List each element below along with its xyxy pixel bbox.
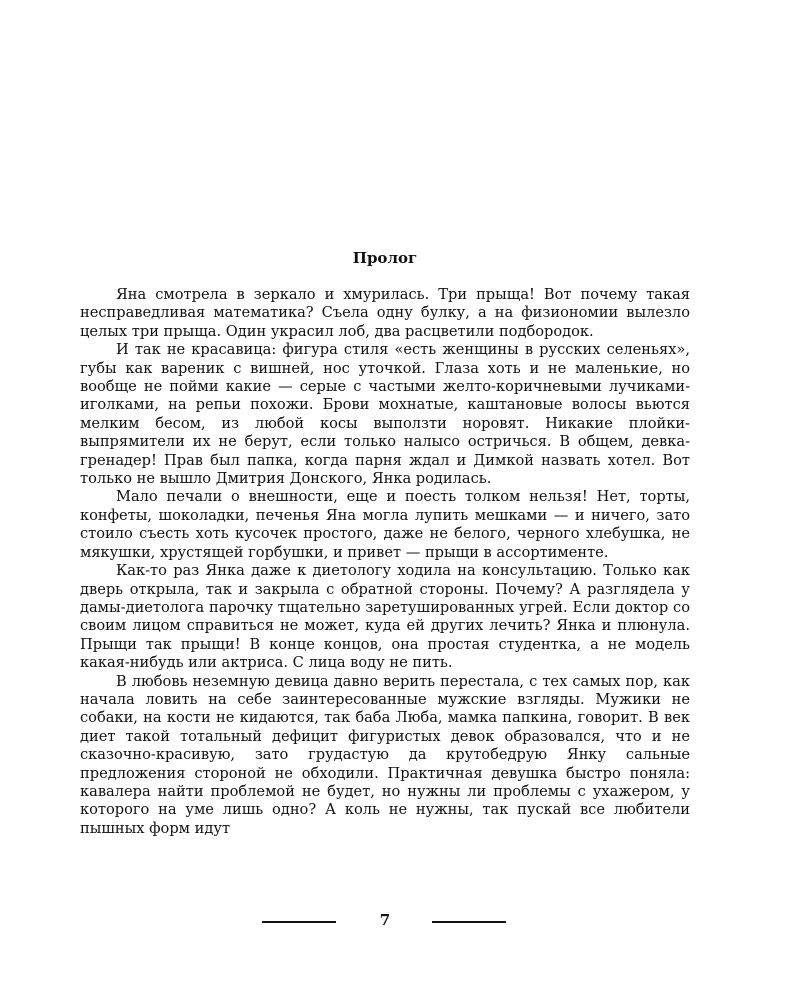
paragraph-1: Яна смотрела в зеркало и хмурилась. Три прыща! Вот почему такая несправедливая математика? Съела одну булку, а на физиономии вылезло целых три прыща. Один украсил лоб, два расцветили подбородок.	[80, 286, 690, 340]
paragraph-2: И так не красавица: фигура стиля «есть женщины в русских селеньях», губы как вареник с вишней, нос уточкой. Глаза хоть и не маленькие, но вообще не пойми какие — серые с частыми желто-коричневыми лучиками-иголками, на репьи похожи. Брови мохнатые, каштановые волосы вьются мелким бесом, из любой косы выползти норовят. Никакие плойки-выпрямители их не берут, если только налысо остричься. В общем, девка-гренадер! Прав был папка, когда парня ждал и Димкой назвать хотел. Вот только не вышло Дмитрия Донского, Янка родилась.	[80, 341, 690, 488]
paragraph-4: Как-то раз Янка даже к диетологу ходила на консультацию. Только как дверь открыла, так и закрыла с обратной стороны. Почему? А разглядела у дамы-диетолога парочку тщательно заретушированных угрей. Если доктор со своим лицом справиться не может, куда ей других лечить? Янка и плюнула. Прыщи так прыщи! В конце концов, она простая студентка, а не модель какая-нибудь или актриса. С лица воду не пить.	[80, 562, 690, 672]
paragraph-3: Мало печали о внешности, еще и поесть толком нельзя! Нет, торты, конфеты, шоколадки, печенья Яна могла лупить мешками — и ничего, зато стоило съесть хоть кусочек простого, даже не белого, черного хлебушка, не мякушки, хрустящей горбушки, и привет — прыщи в ассортименте.	[80, 488, 690, 561]
paragraph-5: В любовь неземную девица давно верить перестала, с тех самых пор, как начала ловить на себе заинтересованные мужские взгляды. Мужики не собаки, на кости не кидаются, так баба Люба, мамка папкина, говорит. В век диет такой тотальный дефицит фигуристых девок образовался, что и не сказочно-красивую, зато грудастую да крутобедрую Янку сальные предложения стороной не обходили. Практичная девушка быстро поняла: кавалера найти проблемой не будет, но нужны ли проблемы с ухажером, у которого на уме лишь одно? А коль не нужны, так пускай все любители пышных форм идут	[80, 672, 690, 837]
page-footer	[0, 908, 800, 932]
chapter-title: Пролог	[352, 249, 418, 267]
footer-rule-right	[432, 921, 506, 923]
page-body	[80, 248, 690, 838]
footer-rule-left	[262, 921, 336, 923]
page-number: 7	[379, 911, 391, 929]
